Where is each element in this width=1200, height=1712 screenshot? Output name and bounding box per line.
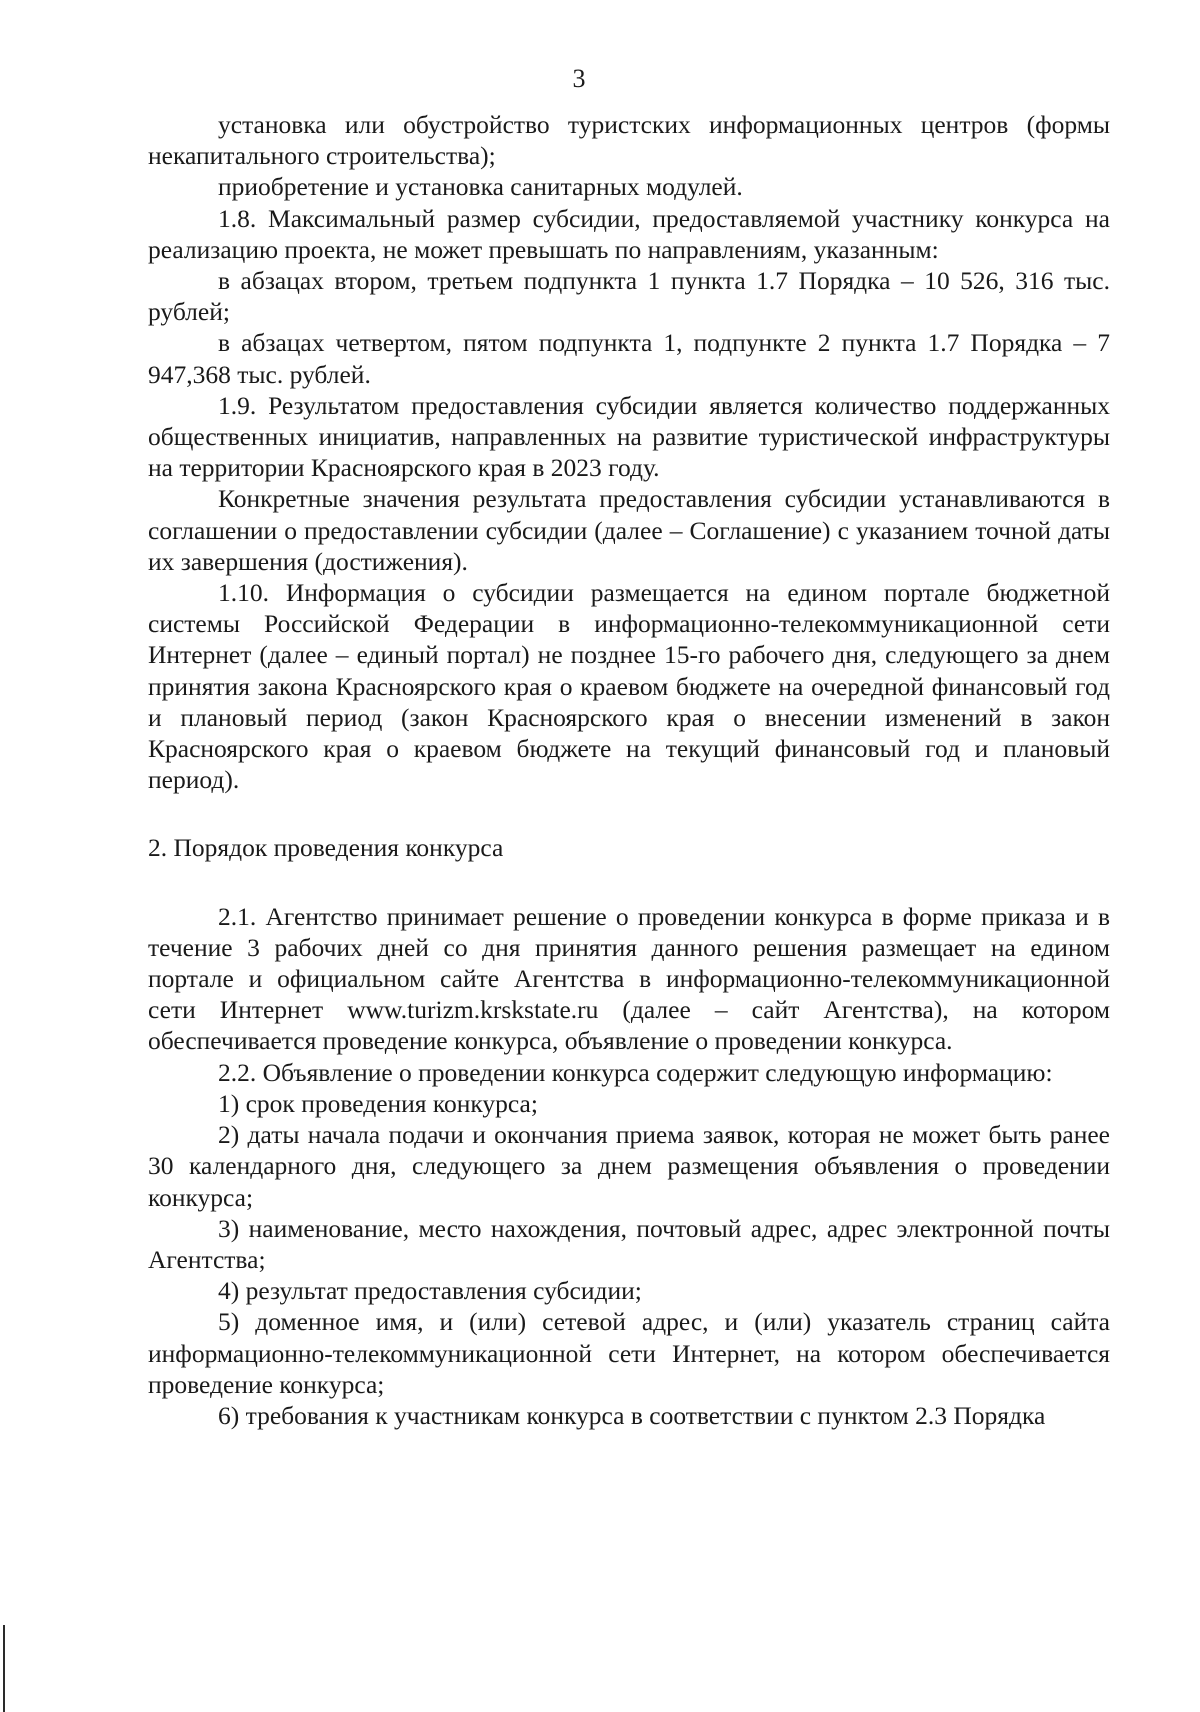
paragraph: 2.1. Агентство принимает решение о проведении конкурса в форме приказа и в течение 3 рабочих дней со дня принятия данного решения размещает на едином портале и официальном сайте Агентства в информационно-телекоммуникационной сети Интернет www.turizm.krskstate.ru (далее – сайт Агентства), на котором обеспечивается проведение конкурса, объявление о проведении конкурса. xyxy=(148,901,1110,1056)
spacer xyxy=(148,795,1110,832)
list-item: 1) срок проведения конкурса; xyxy=(218,1088,538,1118)
paragraph: в абзацах втором, третьем подпункта 1 пункта 1.7 Порядка – 10 526, 316 тыс. рублей; xyxy=(148,266,1110,327)
list-item: 4) результат предоставления субсидии; xyxy=(218,1276,642,1306)
paragraph: в абзацах четвертом, пятом подпункта 1, подпункте 2 пункта 1.7 Порядка – 7 947,368 тыс. рублей. xyxy=(148,328,1110,389)
paragraph: установка или обустройство туристских информационных центров (формы некапитального строительства); xyxy=(148,110,1110,171)
page-number: 3 xyxy=(572,64,586,93)
list-item: 2) даты начала подачи и окончания приема заявок, которая не может быть ранее 30 календарного дня, следующего за днем размещения объявления о проведении конкурса; xyxy=(148,1120,1110,1212)
scan-edge-mark xyxy=(3,1625,5,1712)
paragraph: приобретение и установка санитарных модулей. xyxy=(218,172,743,202)
list-item: 3) наименование, место нахождения, почтовый адрес, адрес электронной почты Агентства; xyxy=(148,1213,1110,1274)
paragraph: Конкретные значения результата предоставления субсидии устанавливаются в соглашении о предоставлении субсидии (далее – Соглашение) с указанием точной даты их завершения (достижения). xyxy=(148,484,1110,576)
paragraph: 1.10. Информация о субсидии размещается на едином портале бюджетной системы Российской Федерации в информационно-телекоммуникационной сети Интернет (далее – единый портал) не позднее 15-го рабочего дня, следующего за днем принятия закона Красноярского края о краевом бюджете на очередной финансовый год и плановый период (закон Красноярского края о внесении изменений в закон Красноярского края о краевом бюджете на текущий финансовый год и плановый период). xyxy=(148,578,1110,795)
paragraph: 2.2. Объявление о проведении конкурса содержит следующую информацию: xyxy=(218,1057,1053,1087)
document-body xyxy=(148,109,1110,1431)
paragraph: 1.9. Результатом предоставления субсидии является количество поддержанных общественных инициатив, направленных на развитие туристической инфраструктуры на территории Красноярского края в 2023 году. xyxy=(148,390,1110,483)
list-item: 5) доменное имя, и (или) сетевой адрес, и (или) указатель страниц сайта информационно-телекоммуникационной сети Интернет, на котором обеспечивается проведение конкурса; xyxy=(148,1307,1110,1399)
spacer xyxy=(148,864,1110,901)
paragraph: 1.8. Максимальный размер субсидии, предоставляемой участнику конкурса на реализацию проекта, не может превышать по направлениям, указанным: xyxy=(148,203,1110,264)
list-item: 6) требования к участникам конкурса в соответствии с пунктом 2.3 Порядка xyxy=(218,1400,1046,1430)
section-heading: 2. Порядок проведения конкурса xyxy=(148,833,504,863)
